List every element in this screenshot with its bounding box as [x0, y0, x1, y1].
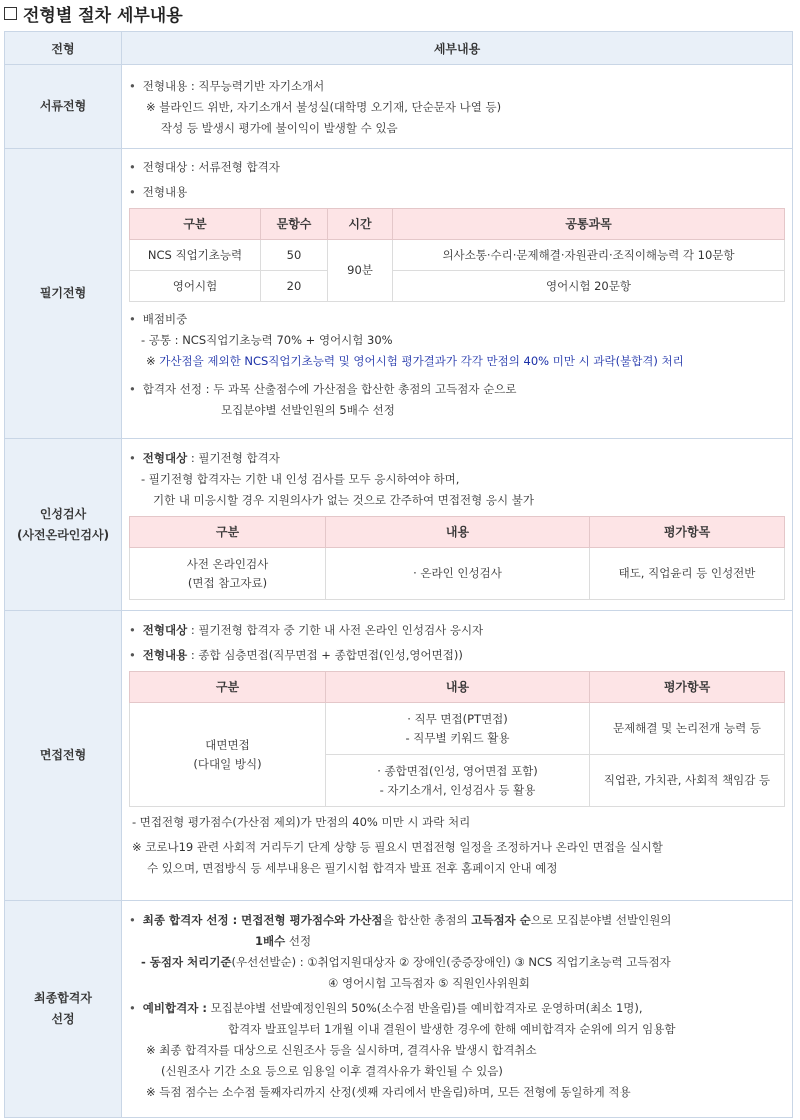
written-time: 90분 [328, 240, 393, 302]
interview-note1: - 면접전형 평가점수(가산점 제외)가 만점의 40% 미만 시 과락 처리 [132, 815, 471, 829]
label-final-line1: 최종합격자 [34, 991, 92, 1005]
final-tie-rest: (우선선발순) : ①취업지원대상자 ② 장애인(중증장애인) ③ NCS 직업기초능력 고득점자 [231, 955, 671, 969]
written-line-target: • 전형대상 : 서류전형 합격자 [129, 157, 785, 178]
personality-target [129, 448, 785, 469]
personality-type-line1: 사전 온라인검사 [186, 556, 269, 571]
interview-type-line1: 대면면접 [205, 737, 250, 752]
row-written-test [5, 149, 793, 439]
written-select-line1: • 합격자 선정 : 두 과목 산출점수에 가산점을 합산한 총점의 고득점자 순으로 [129, 379, 785, 400]
interview-th-content: 내용 [326, 672, 590, 703]
personality-target-rest: : 필기전형 합격자 [187, 451, 280, 465]
content-document-screening [122, 65, 793, 149]
personality-type-line2: (면접 참고자료) [187, 575, 268, 590]
final-tie-bold: - 동점자 처리기준 [141, 955, 232, 969]
interview-content-bold: 전형내용 [142, 648, 188, 662]
personality-eval: 태도, 직업윤리 등 인성전반 [590, 548, 785, 600]
interview-r1-content-2: - 직무별 키워드 활용 [405, 730, 510, 745]
written-weight-note-text: 가산점을 제외한 NCS직업기초능력 및 영어시험 평가결과가 각각 만점의 40% 미만 시 과락(불합격) 처리 [159, 354, 684, 368]
section-heading [4, 0, 183, 26]
final-note3: ※ 득점 점수는 소수점 둘째자리까지 산정(셋째 자리에서 반올림)하며, 모든 전형에 동일하게 적용 [146, 1085, 631, 1099]
interview-type-line2: (다대일 방식) [193, 756, 262, 771]
interview-target-rest: : 필기전형 합격자 중 기한 내 사전 온라인 인성검사 응시자 [187, 623, 484, 637]
label-final-line2: 선정 [51, 1012, 75, 1026]
table-row [130, 240, 785, 271]
final-line1 [129, 910, 785, 931]
interview-note2: ※ 코로나19 관련 사회적 거리두기 단계 상향 등 필요시 면접전형 일정을 조정하거나 온라인 면접을 실시할 [132, 840, 663, 854]
label-personality-test [5, 439, 122, 611]
written-th-count: 문항수 [261, 209, 328, 240]
personality-th-eval: 평가항목 [590, 517, 785, 548]
interview-target-bold: 전형대상 [142, 623, 188, 637]
personality-target-bold: 전형대상 [142, 451, 188, 465]
final-tie-line2: ④ 영어시험 고득점자 ⑤ 직원인사위원회 [328, 976, 530, 990]
interview-note3: 수 있으며, 면접방식 등 세부내용은 필기시험 합격자 발표 전후 홈페이지 안내 예정 [147, 861, 558, 875]
final-l2-bold: 1배수 [255, 934, 286, 948]
final-l2-rest: 선정 [285, 934, 312, 948]
final-l1-a: 최종 합격자 선정 : 면접전형 평가점수와 가산점 [142, 913, 383, 927]
final-note2: (신원조사 기간 소요 등으로 임용일 이후 결격사유가 확인될 수 있음) [161, 1064, 503, 1078]
final-reserve-bold: 예비합격자 : [142, 1001, 207, 1015]
doc-line-2: ※ 블라인드 위반, 자기소개서 불성실(대학명 오기재, 단순문자 나열 등) [146, 100, 502, 114]
row-final-selection [5, 901, 793, 1118]
personality-line2: - 필기전형 합격자는 기한 내 인성 검사를 모두 응시하여야 하며, [141, 472, 460, 486]
label-written-test: 필기전형 [5, 149, 122, 439]
table-header-row [5, 32, 793, 65]
header-details: 세부내용 [122, 32, 793, 65]
interview-r2-eval: 직업관, 가치관, 사회적 책임감 등 [590, 755, 785, 807]
checkbox-square-icon [4, 7, 17, 20]
written-ncs-type: NCS 직업기초능력 [130, 240, 261, 271]
row-document-screening [5, 65, 793, 149]
header-stage: 전형 [5, 32, 122, 65]
written-line-content: • 전형내용 [129, 182, 785, 203]
row-personality-test [5, 439, 793, 611]
final-l1-c: 고득점자 순 [471, 913, 531, 927]
interview-r1-eval: 문제해결 및 논리전개 능력 등 [590, 703, 785, 755]
personality-th-content: 내용 [326, 517, 590, 548]
interview-r2-content-2: - 자기소개서, 인성검사 등 활용 [379, 782, 536, 797]
label-final-selection [5, 901, 122, 1118]
personality-table [129, 516, 785, 600]
final-l1-d: 으로 모집분야별 선발인원의 [530, 913, 672, 927]
final-tie [129, 952, 785, 973]
section-heading-title: 전형별 절차 세부내용 [23, 5, 183, 26]
row-interview [5, 611, 793, 901]
final-reserve [129, 998, 785, 1019]
written-select-line2: 모집분야별 선발인원의 5배수 선정 [221, 403, 395, 417]
written-eng-count: 20 [261, 271, 328, 302]
table-row [130, 703, 785, 755]
procedure-table [4, 31, 793, 1118]
final-l1-b: 을 합산한 총점의 [382, 913, 472, 927]
label-interview: 면접전형 [5, 611, 122, 901]
table-row [130, 548, 785, 600]
written-weight-note [129, 351, 785, 372]
written-ncs-count: 50 [261, 240, 328, 271]
personality-th-type: 구분 [130, 517, 326, 548]
interview-r2-content-1: · 종합면접(인성, 영어면접 포함) [377, 763, 538, 778]
interview-r1-content-1: · 직무 면접(PT면접) [407, 711, 508, 726]
label-personality-line1: 인성검사 [39, 506, 87, 521]
written-weight-title: • 배점비중 [129, 309, 785, 330]
note-mark: ※ [146, 354, 160, 368]
content-final-selection [122, 901, 793, 1118]
content-interview [122, 611, 793, 901]
written-th-subject: 공통과목 [393, 209, 785, 240]
interview-content [129, 645, 785, 666]
written-eng-type: 영어시험 [130, 271, 261, 302]
written-eng-subject: 영어시험 20문항 [393, 271, 785, 302]
content-personality-test [122, 439, 793, 611]
personality-content: · 온라인 인성검사 [326, 548, 590, 600]
final-reserve-rest: 모집분야별 선발예정인원의 50%(소수점 반올림)를 예비합격자로 운영하며(최소 1명), [206, 1001, 643, 1015]
interview-target [129, 620, 785, 641]
personality-line3: 기한 내 미응시할 경우 지원의사가 없는 것으로 간주하여 면접전형 응시 불가 [153, 493, 534, 507]
final-reserve-line2: 합격자 발표일부터 1개월 이내 결원이 발생한 경우에 한해 예비합격자 순위에 의거 임용함 [228, 1022, 676, 1036]
interview-r1-content [326, 703, 590, 755]
interview-th-eval: 평가항목 [590, 672, 785, 703]
final-line2 [129, 931, 785, 952]
written-ncs-subject: 의사소통·수리·문제해결·자원관리·조직이해능력 각 10문항 [393, 240, 785, 271]
label-document-screening: 서류전형 [5, 65, 122, 149]
written-th-type: 구분 [130, 209, 261, 240]
interview-table [129, 671, 785, 807]
interview-r2-content [326, 755, 590, 807]
interview-th-type: 구분 [130, 672, 326, 703]
interview-type [130, 703, 326, 807]
final-note1: ※ 최종 합격자를 대상으로 신원조사 등을 실시하며, 결격사유 발생시 합격취소 [146, 1043, 537, 1057]
doc-line-3: 작성 등 발생시 평가에 불이익이 발생할 수 있음 [161, 121, 398, 135]
written-th-time: 시간 [328, 209, 393, 240]
interview-content-rest: : 종합 심층면접(직무면접 + 종합면접(인성,영어면접)) [187, 648, 463, 662]
written-subject-table [129, 208, 785, 302]
written-weight-line: - 공통 : NCS직업기초능력 70% + 영어시험 30% [141, 333, 393, 347]
personality-type [130, 548, 326, 600]
content-written-test [122, 149, 793, 439]
doc-line-1: • 전형내용 : 직무능력기반 자기소개서 [129, 76, 785, 97]
table-row [130, 271, 785, 302]
label-personality-line2: (사전온라인검사) [16, 527, 110, 542]
